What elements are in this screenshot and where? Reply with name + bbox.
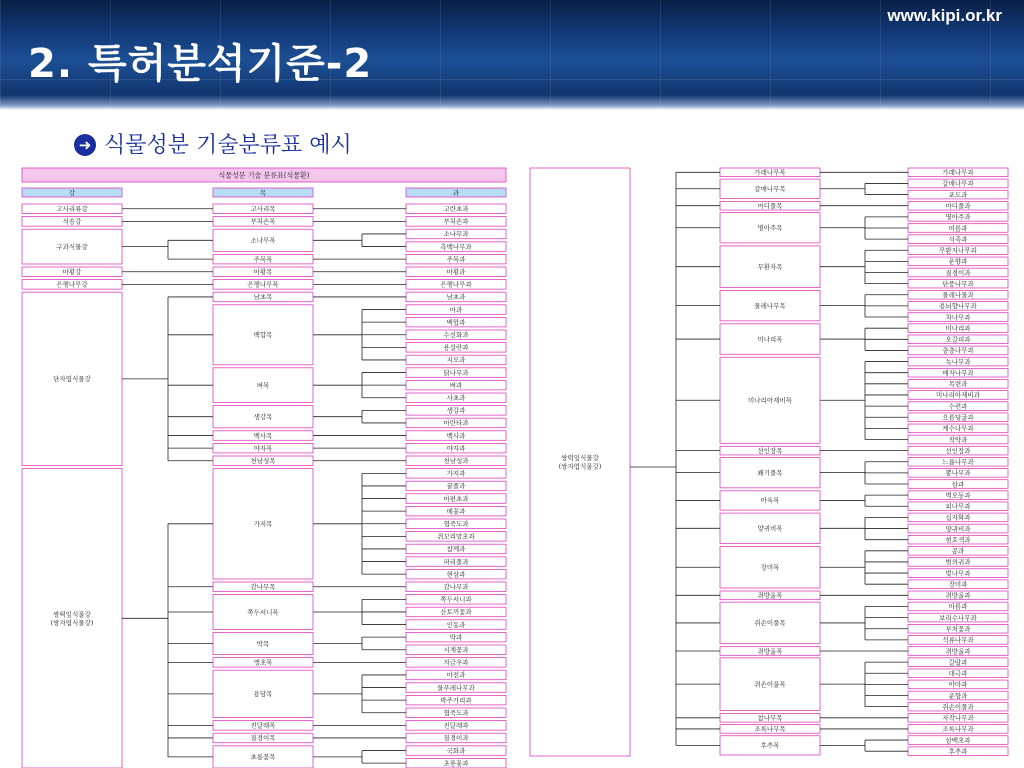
family-node-label: 보리수나무과 xyxy=(939,613,977,622)
family-node-label: 협죽도과 xyxy=(443,709,469,718)
family-node-label: 피나무과 xyxy=(945,502,971,511)
order-node-label: 마디풀목 xyxy=(757,201,783,210)
family-node-label: 쥐방울과 xyxy=(945,591,971,600)
family-node-label: 마전과 xyxy=(446,671,466,680)
class-node-label: 구과식물강 xyxy=(56,242,88,251)
family-node-label: 갈랍과 xyxy=(948,658,968,667)
family-node-label: 메꽃과 xyxy=(446,507,466,516)
subtitle-text: 식물성분 기술분류표 예시 xyxy=(104,133,352,158)
family-node-label: 가래나무과 xyxy=(942,168,974,177)
order-node-label: 마황목 xyxy=(253,268,273,277)
order-node-label: 야자목 xyxy=(253,444,273,453)
order-node-label: 조록나무목 xyxy=(754,725,786,734)
family-node-label: 단풍나무과 xyxy=(942,279,974,288)
order-node-label: 후추목 xyxy=(760,741,780,750)
family-node-label: 부처손과 xyxy=(443,217,469,226)
class-node-label: 석송강 xyxy=(62,217,82,226)
subtitle xyxy=(74,128,352,159)
order-node-label: 물레나무목 xyxy=(754,301,786,310)
column-header-label: 목 xyxy=(259,188,267,197)
order-node-label: 양귀비목 xyxy=(757,524,783,533)
order-node-label: 선인장목 xyxy=(757,446,783,455)
family-node-label: 산토끼꽃과 xyxy=(440,608,472,617)
family-node-label: 자작나무과 xyxy=(942,714,974,723)
class-node-label: 마황강 xyxy=(62,268,82,277)
family-node-label: 박과 xyxy=(449,633,463,642)
family-node-label: 석류나무과 xyxy=(942,636,974,645)
family-node-label: 수련과 xyxy=(948,402,968,411)
order-node-label: 초롱꽃목 xyxy=(250,753,276,762)
family-node-label: 마황과 xyxy=(446,268,466,277)
family-node-label: 목련과 xyxy=(948,380,968,389)
family-node-label: 소나무과 xyxy=(443,230,469,239)
family-node-label: 뽕나무과 xyxy=(945,469,971,478)
family-node-label: 지모과 xyxy=(446,356,466,365)
order-node-label: 쥐손이풀목 xyxy=(754,680,786,689)
family-node-label: 측백나무과 xyxy=(440,242,472,251)
family-node-label: 층층나무과 xyxy=(942,346,974,355)
family-node-label: 무환자나무과 xyxy=(939,246,977,255)
family-node-label: 차나무과 xyxy=(945,313,971,322)
family-node-label: 아마과 xyxy=(948,680,968,689)
family-node-label: 주목과 xyxy=(446,255,466,264)
order-node-label: 백합목 xyxy=(253,331,273,340)
family-node-label: 국화과 xyxy=(446,746,466,755)
family-node-label: 대극과 xyxy=(948,669,968,678)
order-node-label: 미나리목 xyxy=(757,335,783,344)
order-node-label: 천남성목 xyxy=(250,457,276,466)
family-node-label: 벼과 xyxy=(449,381,463,390)
family-node-label: 십자화과 xyxy=(945,513,971,522)
family-node-label: 작약과 xyxy=(948,435,968,444)
family-node-label: 참깨과 xyxy=(446,545,466,554)
family-node-label: 미나리과 xyxy=(945,324,971,333)
column-header-label: 과 xyxy=(452,188,460,197)
order-node-label: 은행나무목 xyxy=(247,280,279,289)
arrow-icon: ➜ xyxy=(74,134,96,156)
family-node-label: 삼과 xyxy=(951,480,965,489)
order-node-label: 백사목 xyxy=(253,431,273,440)
order-node-label: 아욱목 xyxy=(760,496,780,505)
family-node-label: 마과 xyxy=(449,305,463,314)
family-node-label: 박주가리과 xyxy=(440,696,472,705)
family-node-label: 벽오동과 xyxy=(945,491,971,500)
family-node-label: 범의귀과 xyxy=(945,558,971,567)
family-node-label: 질경이과 xyxy=(945,268,971,277)
right-parent-node-label: (쌍자엽식물강) xyxy=(558,462,602,471)
order-node-label: 쥐손이풀목 xyxy=(754,619,786,628)
family-node-label: 석죽과 xyxy=(948,235,968,244)
order-node-label: 쪽두서니목 xyxy=(247,608,279,617)
order-node-label: 고사리목 xyxy=(250,205,276,214)
family-node-label: 후추과 xyxy=(948,747,968,756)
family-node-label: 선인장과 xyxy=(945,446,971,455)
family-node-label: 고란초과 xyxy=(443,205,469,214)
family-node-label: 운향과 xyxy=(948,691,968,700)
order-node-label: 남초목 xyxy=(253,293,273,302)
family-node-label: 수선화과 xyxy=(443,331,469,340)
order-node-label: 장미목 xyxy=(760,563,780,572)
order-node-label: 감나무목 xyxy=(250,583,276,592)
family-node-label: 사초과 xyxy=(446,394,466,403)
class-node-label: 은행나무강 xyxy=(56,280,88,289)
classification-diagram xyxy=(0,160,1024,768)
family-node-label: 남초과 xyxy=(446,293,466,302)
family-node-label: 운향과 xyxy=(948,257,968,266)
family-node-label: 시계꽃과 xyxy=(443,646,469,655)
order-node-label: 쥐방울목 xyxy=(757,591,783,600)
family-node-label: 생강과 xyxy=(446,406,466,415)
family-node-label: 쥐꼬리망초과 xyxy=(437,532,475,541)
class-node-label: (쌍자엽식물강) xyxy=(50,618,94,627)
order-node-label: 진달래목 xyxy=(250,721,276,730)
family-node-label: 마란타과 xyxy=(443,419,469,428)
family-node-label: 물레나물과 xyxy=(942,291,974,300)
family-node-label: 자금우과 xyxy=(443,658,469,667)
family-node-label: 마편초과 xyxy=(443,494,469,503)
family-node-label: 명아주과 xyxy=(945,213,971,222)
family-node-label: 비름과 xyxy=(948,224,968,233)
family-node-label: 양귀비과 xyxy=(945,524,971,533)
order-node-label: 쐐기풀목 xyxy=(757,468,783,477)
class-node-label: 단자엽식물강 xyxy=(53,375,91,384)
family-node-label: 부처꽃과 xyxy=(945,625,971,634)
order-node-label: 가래나무목 xyxy=(754,168,786,177)
order-node-label: 참나무목 xyxy=(757,714,783,723)
order-node-label: 벼목 xyxy=(256,381,270,390)
family-node-label: 녹나무과 xyxy=(945,357,971,366)
family-node-label: 오갈피과 xyxy=(945,335,971,344)
family-node-label: 은행나무과 xyxy=(440,280,472,289)
family-node-label: 마디풀과 xyxy=(945,201,971,210)
family-node-label: 초롱꽃과 xyxy=(443,759,469,768)
order-node-label: 소나무목 xyxy=(250,236,276,245)
family-node-label: 백사과 xyxy=(446,431,466,440)
order-node-label: 용담목 xyxy=(253,690,273,699)
family-node-label: 감나무과 xyxy=(443,583,469,592)
right-parent-node-label: 쌍떡잎식물강 xyxy=(561,454,599,463)
family-node-label: 미나리아재비과 xyxy=(936,391,980,400)
class-node-label: 쌍떡잎식물강 xyxy=(53,610,91,619)
family-node-label: 쥐방울과 xyxy=(945,647,971,656)
family-node-label: 가지과 xyxy=(446,469,466,478)
family-node-label: 현삼과 xyxy=(446,570,466,579)
family-node-label: 조록나무과 xyxy=(942,725,974,734)
family-node-label: 파리풀과 xyxy=(443,557,469,566)
column-header-label: 강 xyxy=(68,188,76,197)
order-node-label: 부처손목 xyxy=(250,217,276,226)
class-node-label: 고사리류강 xyxy=(56,205,88,214)
family-node-label: 인동과 xyxy=(446,620,466,629)
family-node-label: 마름과 xyxy=(948,602,968,611)
family-node-label: 으름덩굴과 xyxy=(942,413,974,422)
family-node-label: 현호색과 xyxy=(945,535,971,544)
family-node-label: 물푸레나무과 xyxy=(437,683,475,692)
order-node-label: 갈매나무목 xyxy=(754,185,786,194)
family-node-label: 느릅나무과 xyxy=(942,458,974,467)
family-node-label: 용뇌향나무과 xyxy=(939,302,977,311)
family-node-label: 매자나무과 xyxy=(942,368,974,377)
family-node-label: 장미과 xyxy=(948,580,968,589)
family-node-label: 천남성과 xyxy=(443,457,469,466)
family-node-label: 야자과 xyxy=(446,444,466,453)
family-node-label: 백합과 xyxy=(446,318,466,327)
family-node-label: 진달래과 xyxy=(443,721,469,730)
family-node-label: 벚나무과 xyxy=(945,569,971,578)
table-title-label: 식물성분 기술 분류표(식물환) xyxy=(218,171,310,180)
order-node-label: 무환자목 xyxy=(757,262,783,271)
order-node-label: 생강목 xyxy=(253,412,273,421)
family-node-label: 갈매나무과 xyxy=(942,179,974,188)
family-node-label: 콩과 xyxy=(951,547,965,556)
header-glow xyxy=(0,95,1024,110)
family-node-label: 포도과 xyxy=(948,190,968,199)
header-banner xyxy=(0,0,1024,110)
order-node-label: 앵초목 xyxy=(253,658,273,667)
order-node-label: 박목 xyxy=(256,639,270,648)
order-node-label: 주목목 xyxy=(253,255,273,264)
family-node-label: 쥐손이풀과 xyxy=(942,702,974,711)
order-node-label: 질경이목 xyxy=(250,734,276,743)
family-node-label: 쪽두서니과 xyxy=(440,595,472,604)
order-node-label: 쥐방울목 xyxy=(757,647,783,656)
family-node-label: 삼백초과 xyxy=(945,736,971,745)
family-node-label: 꿀풀과 xyxy=(446,482,466,491)
slide-title: 2. 특허분석기준-2 xyxy=(28,41,373,87)
order-node-label: 명아주목 xyxy=(757,224,783,233)
family-node-label: 닭나무과 xyxy=(443,368,469,377)
order-node-label: 미나리아재비목 xyxy=(748,396,792,405)
family-node-label: 질경이과 xyxy=(443,734,469,743)
family-node-label: 협죽도과 xyxy=(443,520,469,529)
family-node-label: 계수나무과 xyxy=(942,424,974,433)
order-node-label: 가지목 xyxy=(253,520,273,529)
family-node-label: 용설란과 xyxy=(443,343,469,352)
site-url: www.kipi.or.kr xyxy=(887,6,1002,25)
